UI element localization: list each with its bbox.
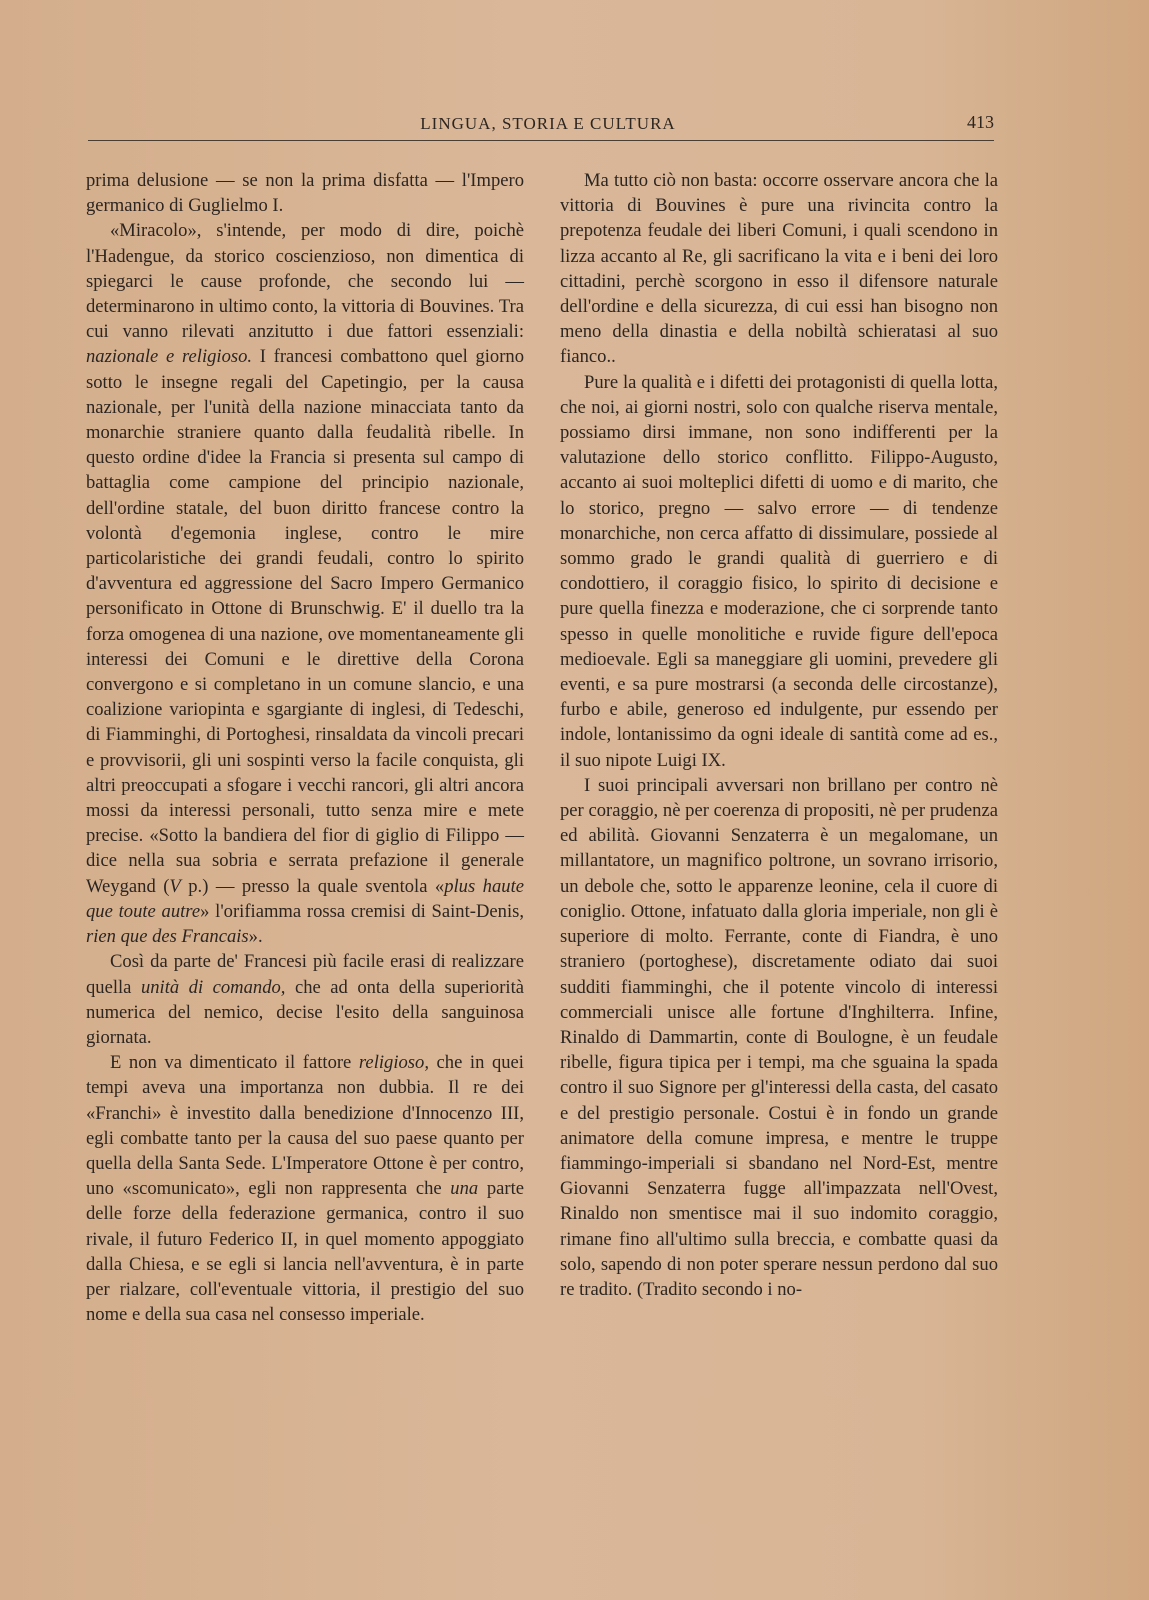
italic-text: nazionale e religioso. <box>86 346 253 368</box>
text-run: ». <box>248 926 263 948</box>
left-paragraph-1: prima delusione — se non la prima disfatta — l'Impero germanico di Guglielmo I. <box>86 170 524 217</box>
text-run: che ad onta della superiorità numerica del nemico, decise l'esito della sanguinosa giornata. <box>86 976 524 1048</box>
right-paragraph-2: Pure la qualità e i difetti dei protagonisti di quella lotta, che noi, ai giorni nostri, solo con qualche riserva mentale, possiamo dirsi immane, non sono indifferenti per la valutazione dello storico conflitto. Filippo-Augusto, accanto ai suoi molteplici difetti di uomo e di marito, che lo storico, pregno — salvo errore — di tendenze monarchiche, non cerca affatto di dissimulare, possiede al sommo grado le grandi qualità di guerriero e di condottiero, il coraggio fisico, lo spirito di decisione e pure quella finezza e moderazione, che ci sorprende tanto spesso in quelle monolitiche e ruvide figure dell'epoca medioevale. Egli sa maneggiare gli uomini, prevedere gli eventi, e sa pure mostrarsi (a seconda delle circostanze), furbo e abile, generoso ed indulgente, pur essendo per indole, lontanissimo da ogni ideale di santità come ad es., il suo nipote Luigi IX. <box>560 371 998 771</box>
left-paragraph-2 <box>86 218 524 949</box>
left-column <box>86 168 524 1327</box>
text-run: che in quei tempi aveva una importanza non dubbia. Il re dei «Franchi» è investito dalla benedizione d'Innocenzo III, egli combatte tanto per la causa del suo paese quanto per quella della Santa Sede. L'Imperatore Ottone è per contro, uno «scomunicato», egli non rappresenta che <box>86 1052 524 1200</box>
italic-text: plus haute que toute autre <box>86 875 524 922</box>
italic-text: unità di comando, <box>140 976 286 998</box>
running-title: LINGUA, STORIA E CULTURA <box>420 114 676 133</box>
page-header <box>88 110 994 142</box>
right-paragraph-3: I suoi principali avversari non brillano per contro nè per coraggio, nè per coerenza di propositi, nè per prudenza ed abilità. Giovanni Senzaterra è un megalomane, un millantatore, un magnifico poltrone, un sovrano irrisorio, un debole che, sotto le apparenze leonine, cela il cuore di coniglio. Ottone, infatuato dalla gloria imperiale, non gli è superiore di molto. Ferrante, conte di Fiandra, è uno straniero (portoghese), discretamente odiato dai suoi sudditi fiamminghi, che il potente vincolo di interessi commerciali unisce alle fortune d'Inghilterra. Infine, Rinaldo di Dammartin, conte di Boulogne, è un feudale ribelle, figura tipica per i tempi, ma che sguaina la spada contro il suo Signore per gl'interessi della casta, del casato e del prestigio personale. Costui è in fondo un grande animatore della comune impresa, e mentre le truppe fiammingo-imperiali si sbandano nel Nord-Est, mentre Giovanni Senzaterra fugge all'impazzata nell'Ovest, Rinaldo non smentisce mai il suo indomito coraggio, rimane fino all'ultimo sulla breccia, e combatte quasi da solo, sapendo di non poter sperare nessun perdono dal suo re tradito. (Tradito secondo i no- <box>560 774 998 1300</box>
text-run: I francesi combattono quel giorno sotto le insegne regali del Capetingio, per la causa nazionale, per l'unità della nazione minacciata tanto da monarchie straniere quanto dalla feudalità ribelle. In questo ordine d'idee la Francia si presenta sul campo di battaglia come campione del principio nazionale, dell'ordine statale, del buon diritto francese contro la volontà d'egemonia inglese, contro le mire particolaristiche dei grandi feudali, contro lo spirito d'avventura ed aggressione del Sacro Impero Germanico personificato in Ottone di Brunschwig. E' il duello tra la forza omogenea di una nazione, ove momentaneamente gli interessi dei Comuni e le direttive della Corona convergono e si completano in un comune slancio, e una coalizione variopinta e sgargiante di inglesi, di Tedeschi, di Fiamminghi, di Portoghesi, rinsaldata da vincoli precari e provvisorii, gli uni sospinti verso la facile conquista, gli altri preoccupati a sfogare i vecchi rancori, gli altri ancora mossi da interessi personali, tutto senza mire e mete precise. «Sotto la bandiera del fior di giglio di Filippo — dice nella sua sobria e serrata prefazione il generale Weygand ( <box>86 346 524 897</box>
text-run: » l'orifiamma rossa cremisi di Saint-Denis, <box>200 900 524 922</box>
italic-text: rien que des Francais <box>86 926 249 948</box>
text-run: parte delle forze della federazione germanica, contro il suo rivale, il futuro Federico II, in quel momento appoggiato dalla Chiesa, e se egli si lancia nell'avventura, è in parte per rialzare, coll'eventuale vittoria, il prestigio del suo nome e della sua casa nel consesso imperiale. <box>86 1178 525 1326</box>
italic-text: religioso, <box>358 1052 429 1074</box>
text-run: «Miracolo», s'intende, per modo di dire, poichè l'Hadengue, da storico coscienzioso, non dimentica di spiegarci le cause profonde, che secondo lui — determinarono in ultimo conto, la vittoria di Bouvines. Tra cui vanno rilevati anzitutto i due fattori essenziali: <box>86 220 524 343</box>
header-rule <box>88 140 994 141</box>
italic-text: V <box>169 875 181 897</box>
right-paragraph-1: Ma tutto ciò non basta: occorre osservare ancora che la vittoria di Bouvines è pure una rivincita contro la prepotenza feudale dei liberi Comuni, i quali scendono in lizza accanto al Re, gli sacrificano la vita e i beni dei loro cittadini, perchè scorgono in esso il difensore naturale dell'ordine e della sicurezza, di cui essi han bisogno non meno della dinastia e della nobiltà schieratasi al suo fianco.. <box>560 170 998 368</box>
text-run: E non va dimenticato il fattore <box>110 1052 359 1074</box>
right-column <box>560 168 998 1302</box>
page-number: 413 <box>967 112 994 132</box>
italic-text: una <box>450 1178 479 1200</box>
left-paragraph-3 <box>86 949 524 1050</box>
text-run: p.) — presso la quale sventola « <box>180 875 445 897</box>
text-run: Così da parte de' Francesi più facile erasi di realizzare quella <box>86 951 524 998</box>
left-paragraph-4 <box>86 1050 524 1327</box>
